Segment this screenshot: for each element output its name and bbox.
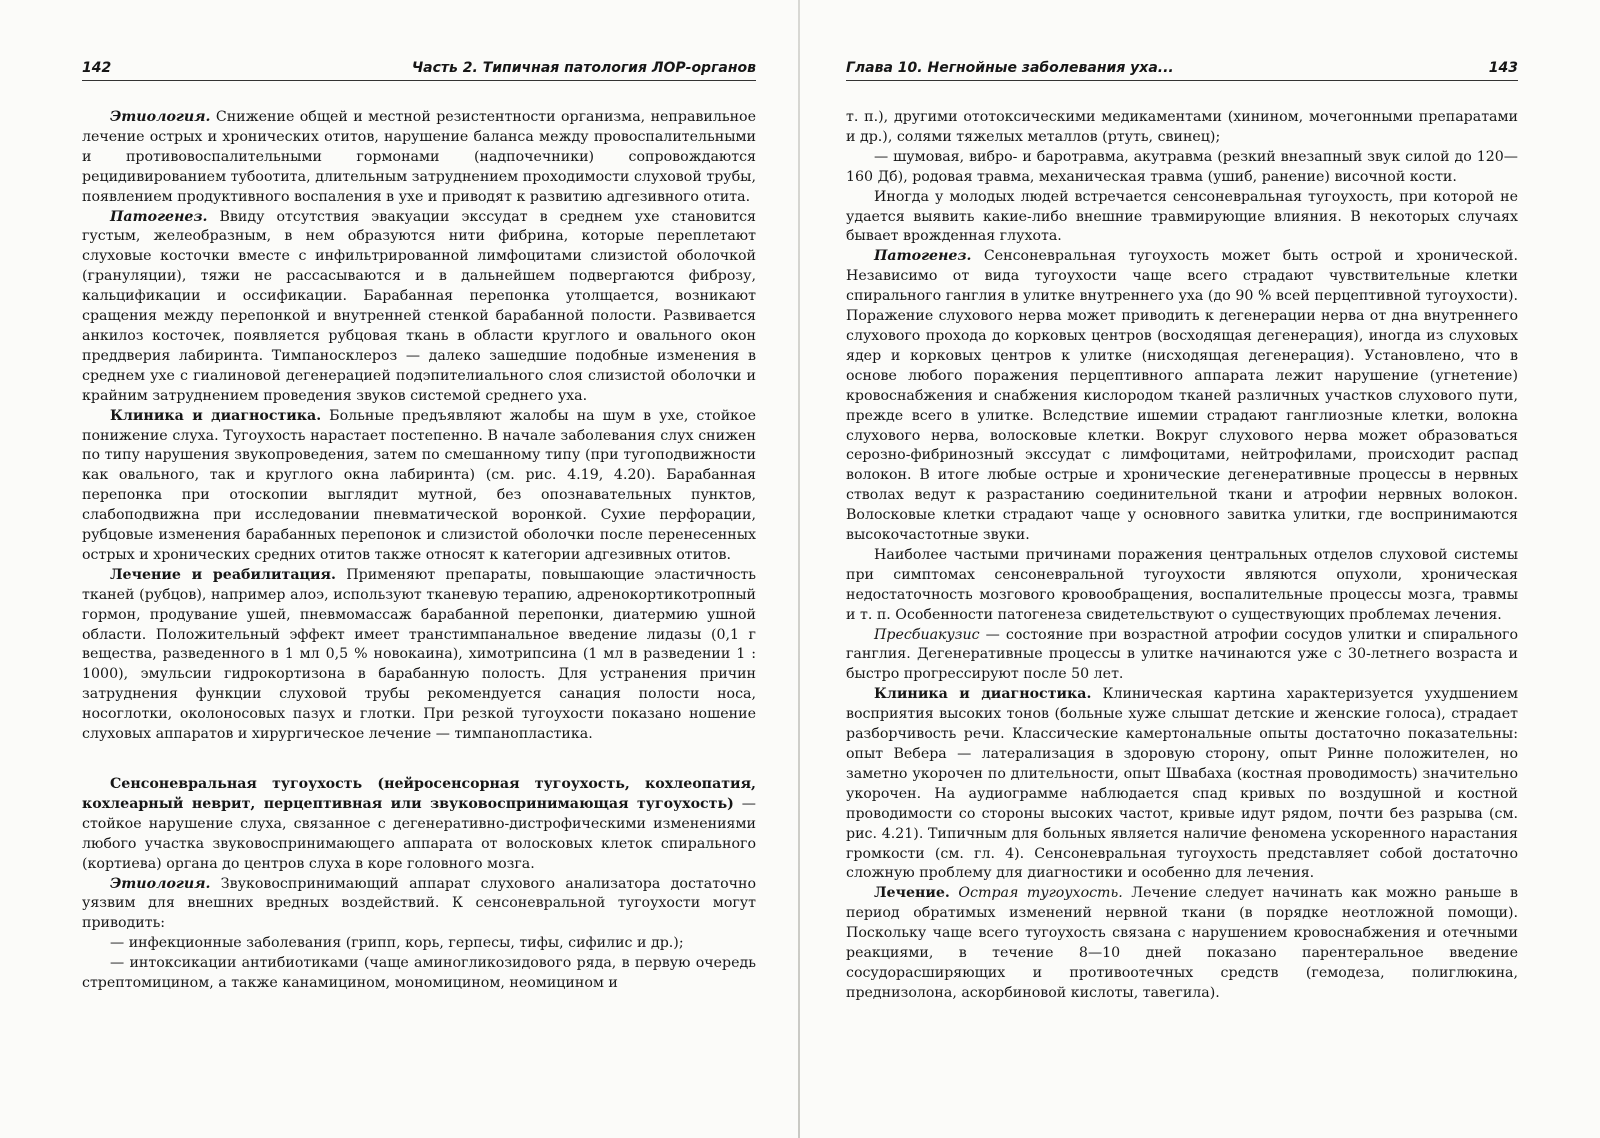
left-page-header — [82, 58, 756, 81]
right-running-title: Глава 10. Негнойные заболевания уха... — [846, 60, 1174, 76]
left-running-title: Часть 2. Типичная патология ЛОР-органов — [411, 60, 756, 76]
paragraph-heading: Лечение. — [874, 885, 950, 902]
paragraph-clinic-2 — [846, 685, 1518, 884]
paragraph-body: Снижение общей и местной резистентности организма, неправильное лечение острых и хронических отитов, нарушение баланса между провоспалительными и противовоспалительными гормонами (надпочечники) сопровождаются рецидивированием тубоотита, длительным затруднением проходимости слуховой трубы, появлением продуктивного воспаления в ухе и приводят к развитию адгезивного отита. — [82, 109, 756, 205]
paragraph-heading: Патогенез. — [110, 208, 208, 225]
right-page-header — [846, 58, 1518, 81]
right-page-number: 143 — [1488, 60, 1518, 76]
paragraph-body: Иногда у молодых людей встречается сенсоневральная тугоухость, при которой не удается выявить какие-либо внешние травмирующие влияния. В некоторых случаях бывает врожденная глухота. — [846, 188, 1518, 245]
paragraph-treatment — [82, 566, 756, 745]
paragraph-presbycusis — [846, 626, 1518, 686]
paragraph-heading: Клиника и диагностика. — [874, 686, 1092, 703]
paragraph-heading: Пресбиакузис — [874, 626, 980, 643]
paragraph-heading: Этиология. — [110, 875, 211, 892]
paragraph-body: Сенсоневральная тугоухость может быть острой и хронической. Независимо от вида тугоухости чаще всего страдают чувствительные клетки спирального ганглия в улитке внутреннего уха (до 90 % всей перцептивной тугоухости). Поражение слухового нерва может приводить к дегенерации нерва от дна внутреннего слухового прохода до корковых центров (восходящая дегенерация), иногда из слуховых ядер и корковых центров к улитке (нисходящая дегенерация). Установлено, что в основе любого поражения перцептивного аппарата лежит нарушение (угнетение) кровоснабжения и снабжения кислородом тканей различных участков слухового пути, прежде всего в улитке. Вследствие ишемии страдают ганглиозные клетки, волокна слухового нерва, волосковые клетки. Вокруг слухового нерва может образоваться серозно-фибринозный экссудат с лимфоцитами, нейтрофилами, происходит распад волокон. В итоге любые острые и хронические дегенеративные процессы в нервных стволах ведут к разрастанию соединительной ткани и атрофии нервных волокон. Волосковые клетки страдают чаще у основного завитка улитки, где воспринимаются высокочастотные звуки. — [846, 248, 1518, 544]
paragraph-body: — интоксикации антибиотиками (чаще аминогликозидового ряда, в первую очередь стрептомицином, а также канамицином, мономицином, неомицином и — [82, 955, 756, 992]
paragraph-sensorineural-definition — [82, 775, 756, 875]
paragraph-heading: Этиология. — [110, 109, 211, 125]
left-page-text — [82, 108, 756, 994]
paragraph-body: Звуковоспринимающий аппарат слухового анализатора достаточно уязвим для внешних вредных воздействий. К сенсоневральной тугоухости могут приводить: — [82, 875, 756, 932]
paragraph-etiology — [82, 108, 756, 208]
paragraph-etiology-2 — [82, 875, 756, 935]
paragraph-subheading: Острая тугоухость. — [949, 885, 1123, 902]
list-item-intoxication — [82, 954, 756, 994]
paragraph-body: Ввиду отсутствия эвакуации экссудат в среднем ухе становится густым, желеобразным, в нем образуются нити фибрина, которые переплетают слуховые косточки вместе с инфильтрированной лимфоцитами слизистой оболочкой (грануляции), тяжи не рассасываются и в дальнейшем подвергаются фиброзу, кальцификации и оссификации. Барабанная перепонка утолщается, возникают сращения между перепонкой и внутренней стенкой барабанной полости. Развивается анкилоз косточек, появляется рубцовая ткань в области круглого и овального окон преддверия лабиринта. Тимпаносклероз — далеко зашедшие подобные изменения в среднем ухе с гиалиновой дегенерацией подэпителиального слоя слизистой оболочки и крайним затруднением проведения звуков системой среднего уха. — [82, 208, 756, 404]
paragraph-pathogenesis — [82, 208, 756, 407]
paragraph-heading: Патогенез. — [874, 248, 972, 265]
paragraph-body: Наиболее частыми причинами поражения центральных отделов слуховой системы при симптомах сенсоневральной тугоухости являются опухоли, хроническая недостаточность мозгового кровообращения, воспалительные процессы мозга, травмы и т. п. Особенности патогенеза свидетельствуют о существующих проблемах лечения. — [846, 546, 1518, 623]
left-page-number: 142 — [82, 60, 112, 76]
paragraph-heading: Клиника и диагностика. — [110, 407, 322, 424]
paragraph-pathogenesis-2 — [846, 247, 1518, 546]
paragraph-body: — состояние при возрастной атрофии сосудов улитки и спирального ганглия. Дегенеративные процессы в улитке начинаются уже с 30-летнего возраста и быстро прогрессируют после 50 лет. — [846, 626, 1518, 683]
paragraph-treatment-2 — [846, 884, 1518, 1003]
paragraph-body: т. п.), другими ототоксическими медикаментами (хинином, мочегонными препаратами и др.), солями тяжелых металлов (ртуть, свинец); — [846, 109, 1518, 145]
paragraph-central-causes — [846, 546, 1518, 626]
paragraph-body: — инфекционные заболевания (грипп, корь, герпесы, тифы, сифилис и др.); — [110, 935, 684, 952]
paragraph-heading: Лечение и реабилитация. — [110, 566, 336, 583]
list-item-trauma — [846, 148, 1518, 188]
list-item-infections — [82, 934, 756, 954]
section-heading: Сенсоневральная тугоухость (нейросенсорная тугоухость, кохлеопатия, кохлеарный неврит, перцептивная или звуковоспринимающая тугоухость) — [82, 776, 756, 812]
paragraph-body: Больные предъявляют жалобы на шум в ухе, стойкое понижение слуха. Тугоухость нарастает постепенно. В начале заболевания слух снижен по типу нарушения звукопроведения, затем по смешанному типу (при тугоподвижности как овального, так и круглого окна лабиринта) (см. рис. 4.19, 4.20). Барабанная перепонка при отоскопии выглядит мутной, без опознавательных пунктов, слабоподвижна при исследовании пневматической воронкой. Сухие перфорации, рубцовые изменения барабанных перепонок и слизистой оболочки после перенесенных острых и хронических средних отитов также относят к категории адгезивных отитов. — [82, 407, 756, 563]
paragraph-young-people — [846, 188, 1518, 248]
paragraph-body: — шумовая, вибро- и баротравма, акутравма (резкий внезапный звук силой до 120—160 Дб), родовая травма, механическая травма (ушиб, ранение) височной кости. — [846, 148, 1518, 185]
paragraph-body: Лечение следует начинать как можно раньше в период обратимых изменений нервной ткани (в порядке неотложной помощи). Поскольку чаще всего тугоухость связана с нарушением кровоснабжения и отечными реакциями, в течение 8—10 дней показано парентеральное введение сосудорасширяющих и противоотечных средств (гемодеза, полиглюкина, преднизолона, аскорбиновой кислоты, тавегила). — [846, 885, 1518, 1001]
paragraph-continuation — [846, 108, 1518, 148]
paragraph-clinic — [82, 407, 756, 566]
right-page — [800, 0, 1600, 1138]
paragraph-body: Клиническая картина характеризуется ухудшением восприятия высоких тонов (больные хуже слышат детские и женские голоса), страдает разборчивость речи. Классические камертональные опыты достаточно показательны: опыт Вебера — латерализация в здоровую сторону, опыт Ринне положителен, но заметно укорочен по длительности, опыт Швабаха (костная проводимость) значительно укорочен. На аудиограмме наблюдается спад кривых по воздушной и костной проводимости со стороны высоких частот, кривые идут рядом, почти без разрыва (см. рис. 4.21). Типичным для больных является наличие феномена ускоренного нарастания громкости (см. гл. 4). Сенсоневральная тугоухость представляет собой достаточно сложную проблему для диагностики и особенно для лечения. — [846, 686, 1518, 882]
right-page-text — [846, 108, 1518, 1004]
paragraph-body: Применяют препараты, повышающие эластичность тканей (рубцов), например алоэ, используют тканевую терапию, адренокортикотропный гормон, продувание ушей, пневмомассаж барабанной перепонки, диатермию ушной области. Положительный эффект имеет транстимпанальное введение лидазы (0,1 г вещества, разведенного в 1 мл 0,5 % новокаина), химотрипсина (1 мл в разведении 1 : 1000), эмульсии гидрокортизона в барабанную полость. Для устранения причин затруднения функции слуховой трубы рекомендуется санация полости носа, носоглотки, околоносовых пазух и глотки. При резкой тугоухости показано ношение слуховых аппаратов и хирургическое лечение — тимпанопластика. — [82, 566, 756, 743]
paragraph-body: — стойкое нарушение слуха, связанное с дегенеративно-дистрофическими изменениями любого участка звуковоспринимающего аппарата от волосковых клеток спирального (кортиева) органа до центров слуха в коре головного мозга. — [82, 795, 756, 872]
